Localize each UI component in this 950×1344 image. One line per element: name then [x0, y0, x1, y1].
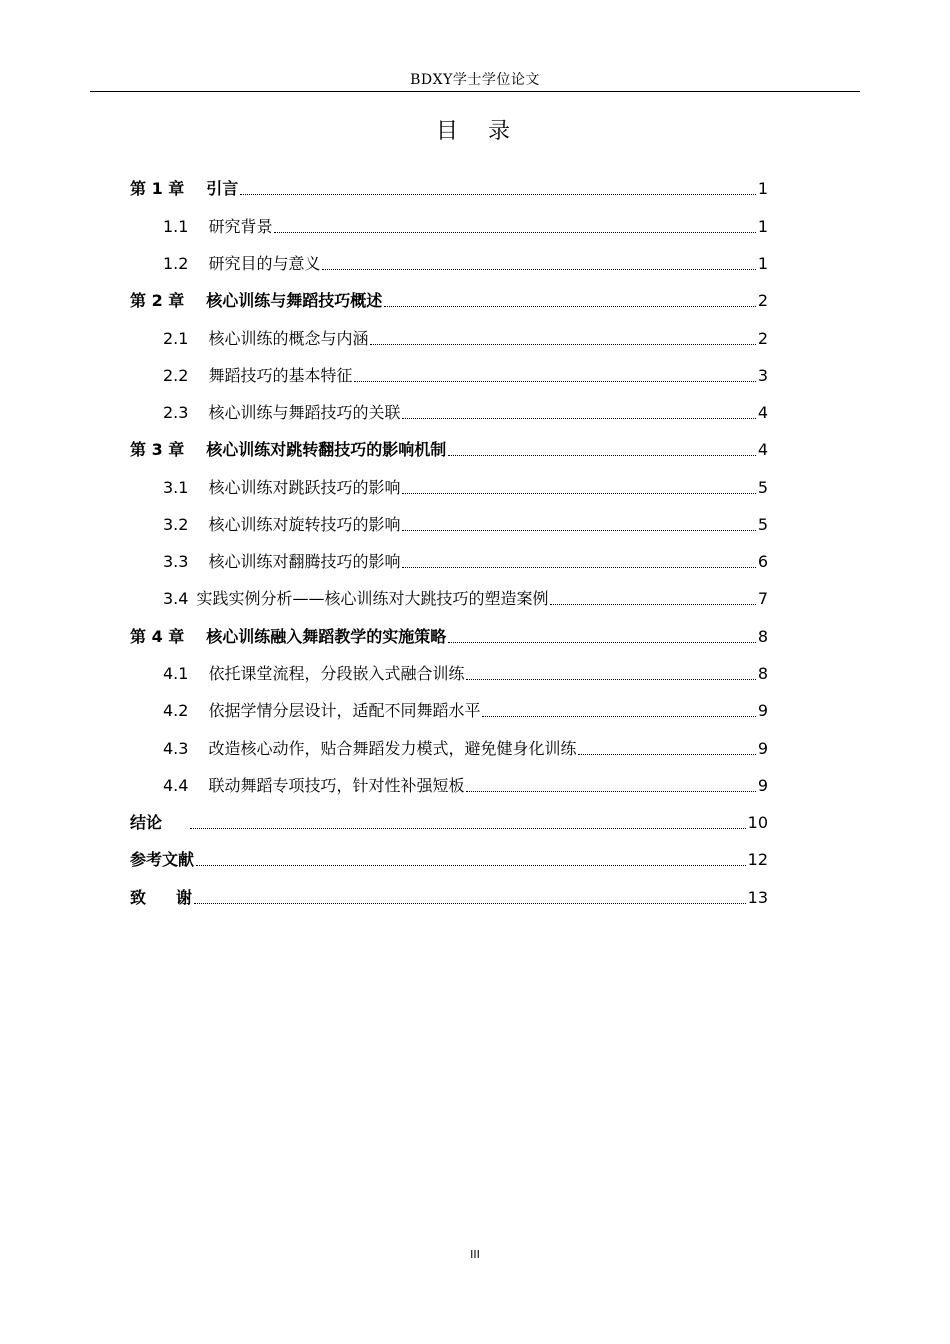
dot-leader: [466, 679, 755, 680]
toc-entry-number: 4.2: [163, 701, 189, 720]
toc-entry[interactable]: [163, 401, 768, 425]
page-number: III: [470, 1248, 480, 1261]
dot-leader: [194, 903, 746, 904]
toc-entry-label: 研究背景: [208, 217, 273, 236]
dot-leader: [370, 344, 755, 345]
toc-entry-page: 1: [757, 254, 768, 273]
toc-entry[interactable]: [130, 848, 768, 872]
toc-entry-page: 4: [757, 440, 768, 459]
toc-entry-label: 改造核心动作，贴合舞蹈发力模式，避免健身化训练: [208, 739, 577, 758]
toc-entry-number: 3.4: [163, 589, 189, 608]
dot-leader: [384, 306, 756, 307]
dot-leader: [402, 418, 755, 419]
toc-entry-page: 9: [757, 739, 768, 758]
toc-entry-label: 引言: [206, 179, 239, 198]
dot-leader: [448, 455, 756, 456]
dot-leader: [240, 194, 756, 195]
toc-entry-label: 核心训练对旋转技巧的影响: [208, 515, 401, 534]
dot-leader: [402, 567, 755, 568]
toc-entry[interactable]: [163, 737, 768, 761]
toc-entry-page: 7: [757, 589, 768, 608]
toc-entry[interactable]: [130, 289, 768, 313]
toc-entry[interactable]: [130, 438, 768, 462]
toc-entry-number: 2.2: [163, 366, 189, 385]
toc-entry-number: 第 3 章: [130, 440, 185, 459]
toc-entry-label: 联动舞蹈专项技巧，针对性补强短板: [208, 776, 465, 795]
toc-entry[interactable]: [163, 513, 768, 537]
toc-entry[interactable]: [163, 587, 768, 611]
dot-leader: [402, 530, 755, 531]
toc-entry-page: 5: [757, 515, 768, 534]
toc-entry-page: 4: [757, 403, 768, 422]
toc-entry[interactable]: [163, 215, 768, 239]
toc-entry-label: 舞蹈技巧的基本特征: [208, 366, 353, 385]
toc-entry[interactable]: [163, 252, 768, 276]
toc-entry-label: 核心训练与舞蹈技巧的关联: [208, 403, 401, 422]
toc-entry[interactable]: [163, 364, 768, 388]
toc-entry-label: 谢: [176, 888, 193, 907]
toc-entry-number: 第 4 章: [130, 627, 185, 646]
toc-entry-number: 结论: [130, 813, 163, 832]
toc-entry-number: 2.3: [163, 403, 189, 422]
toc-entry-number: 1.1: [163, 217, 189, 236]
toc-entry-page: 2: [757, 329, 768, 348]
toc-entry-label: 核心训练对跳转翻技巧的影响机制: [206, 440, 447, 459]
toc-entry-number: 3.3: [163, 552, 189, 571]
toc-entry-label: 依据学情分层设计，适配不同舞蹈水平: [208, 701, 481, 720]
running-header: BDXY学士学位论文: [410, 72, 540, 88]
toc-title-part1: 目: [435, 119, 462, 144]
toc-entry-label: 核心训练对跳跃技巧的影响: [208, 478, 401, 497]
toc-entry-number: 2.1: [163, 329, 189, 348]
toc-entry-page: 2: [757, 291, 768, 310]
dot-leader: [322, 269, 755, 270]
toc-entry-number: 4.4: [163, 776, 189, 795]
toc-entry[interactable]: [163, 699, 768, 723]
toc-entry-label: 研究目的与意义: [208, 254, 321, 273]
toc-entry-page: 12: [747, 850, 768, 869]
toc-entry-number: 第 2 章: [130, 291, 185, 310]
dot-leader: [482, 716, 755, 717]
toc-entry-number: 致: [130, 888, 147, 907]
dot-leader: [578, 754, 755, 755]
toc-entry[interactable]: [130, 625, 768, 649]
toc-entry-number: 1.2: [163, 254, 189, 273]
toc-entry[interactable]: [163, 327, 768, 351]
toc-entry-page: 1: [757, 179, 768, 198]
toc-entry-page: 9: [757, 776, 768, 795]
toc-entry-page: 1: [757, 217, 768, 236]
toc-entry-label: 核心训练的概念与内涵: [208, 329, 369, 348]
toc-entry[interactable]: [163, 774, 768, 798]
toc-entry-label: 依托课堂流程，分段嵌入式融合训练: [208, 664, 465, 683]
toc-entry[interactable]: [130, 177, 768, 201]
toc-entry-label: 核心训练对翻腾技巧的影响: [208, 552, 401, 571]
dot-leader: [196, 865, 746, 866]
toc-entry-label: 核心训练融入舞蹈教学的实施策略: [206, 627, 447, 646]
toc-entry-page: 13: [747, 888, 768, 907]
toc-entry-number: 第 1 章: [130, 179, 185, 198]
toc-entry-page: 8: [757, 664, 768, 683]
toc-entry-page: 8: [757, 627, 768, 646]
toc-entry-page: 5: [757, 478, 768, 497]
toc-entry-number: 4.3: [163, 739, 189, 758]
toc-entry-number: 4.1: [163, 664, 189, 683]
toc-entry[interactable]: [163, 476, 768, 500]
toc-entry-label: 核心训练与舞蹈技巧概述: [206, 291, 383, 310]
toc-entry-page: 10: [747, 813, 768, 832]
toc-entry-page: 3: [757, 366, 768, 385]
dot-leader: [354, 381, 755, 382]
toc-entry-page: 6: [757, 552, 768, 571]
toc-entry[interactable]: [130, 886, 768, 910]
toc-entry-number: 参考文献: [130, 850, 195, 869]
dot-leader: [402, 493, 755, 494]
toc-entry-number: 3.1: [163, 478, 189, 497]
dot-leader: [448, 642, 756, 643]
toc-title-part2: 录: [488, 119, 515, 144]
toc-entry-number: 3.2: [163, 515, 189, 534]
toc-entry[interactable]: [163, 662, 768, 686]
toc-entry-page: 9: [757, 701, 768, 720]
dot-leader: [466, 791, 755, 792]
dot-leader: [274, 232, 755, 233]
toc-entry[interactable]: [163, 550, 768, 574]
toc-entry-label: 实践实例分析——核心训练对大跳技巧的塑造案例: [196, 589, 549, 608]
toc-entry[interactable]: [130, 811, 768, 835]
dot-leader: [550, 604, 755, 605]
dot-leader: [190, 828, 746, 829]
